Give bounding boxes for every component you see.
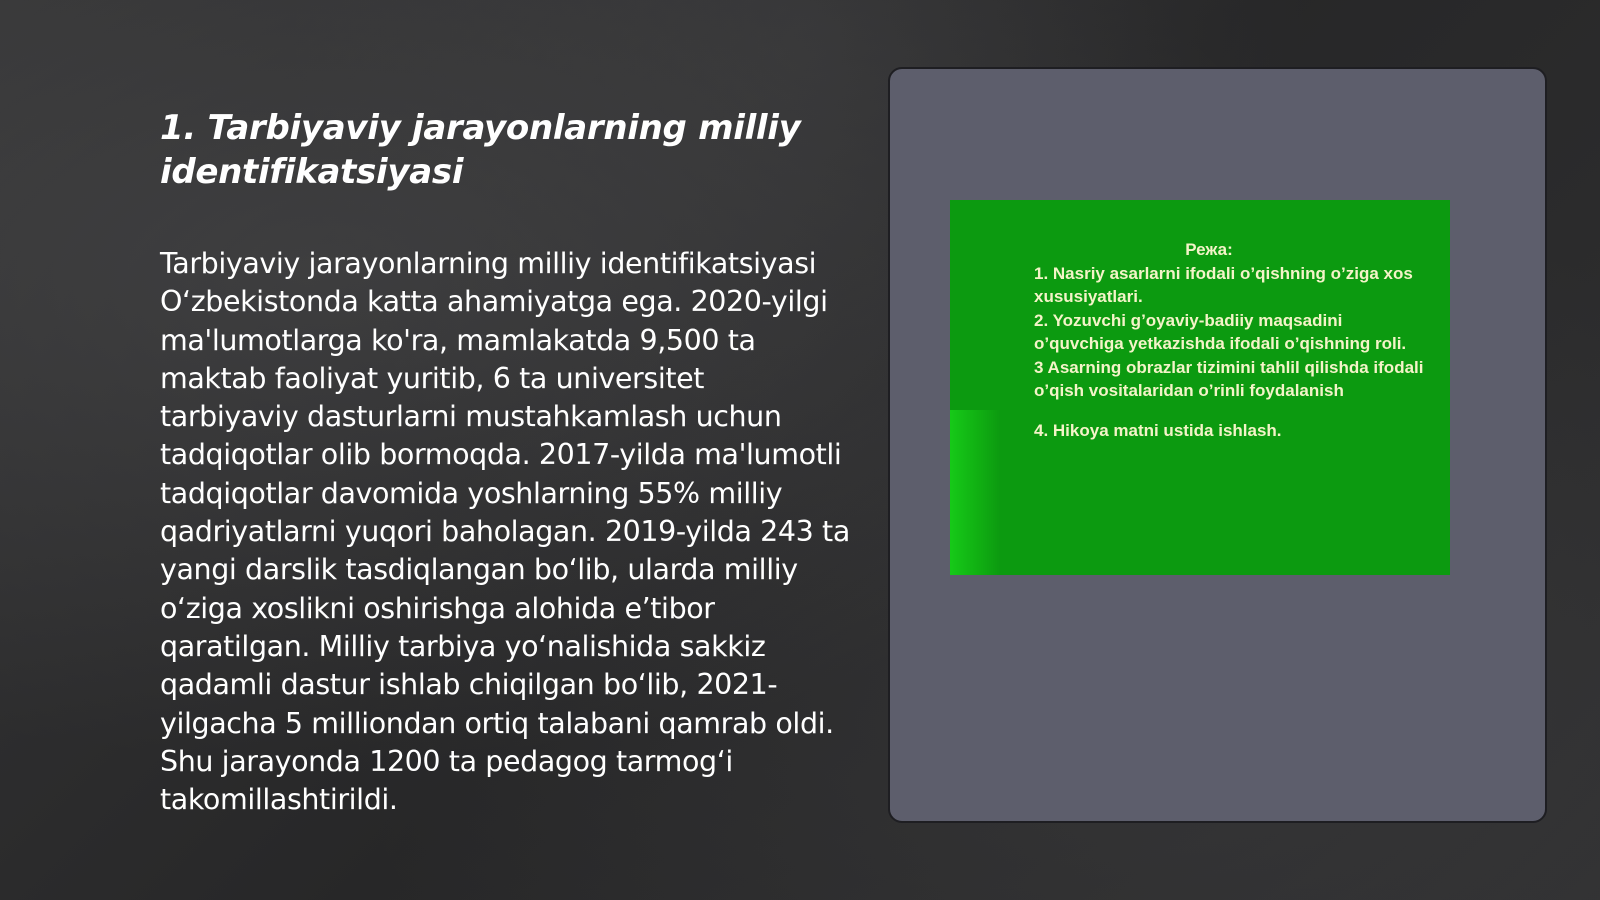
plan-item-4: 4. Hikoya matni ustida ishlash. [1034, 420, 1282, 440]
plan-item-1: 1. Nasriy asarlarni ifodali o’qishning o’ziga xos xususiyatlari. [1034, 263, 1413, 306]
embedded-slide-image [950, 200, 1450, 575]
plan-list [1034, 238, 1434, 442]
slide-title: 1. Tarbiyaviy jarayonlarning milliy identifikatsiyasi [160, 108, 801, 192]
plan-item-3: 3 Asarning obrazlar tizimini tahlil qilishda ifodali o’qish vositalaridan o’rinli foydalanish [1034, 357, 1424, 400]
plan-title: Режа: [1185, 240, 1233, 259]
slide-decor-stripe [950, 410, 1000, 575]
slide-body-text: Tarbiyaviy jarayonlarning milliy identifikatsiyasi Oʻzbekistonda katta ahamiyatga ega. 2020-yilgi ma'lumotlarga ko'ra, mamlakatda 9,500 ta maktab faoliyat yuritib, 6 ta universitet tarbiyaviy dasturlarni mustahkamlash uchun tadqiqotlar olib bormoqda. 2017-yilda ma'lumotli tadqiqotlar davomida yoshlarning 55% milliy qadriyatlarni yuqori baholagan. 2019-yilda 243 ta yangi darslik tasdiqlangan boʻlib, ularda milliy oʻziga xoslikni oshirishga alohida e’tibor qaratilgan. Milliy tarbiya yoʻnalishida sakkiz qadamli dastur ishlab chiqilgan boʻlib, 2021-yilgacha 5 milliondan ortiq talabani qamrab oldi. Shu jarayonda 1200 ta pedagog tarmogʻi takomillashtirildi. [160, 247, 850, 817]
plan-item-2: 2. Yozuvchi g’oyaviy-badiiy maqsadini o’quvchiga yetkazishda ifodali o’qishning roli. [1034, 310, 1407, 353]
plan-spacer [1034, 403, 1434, 419]
